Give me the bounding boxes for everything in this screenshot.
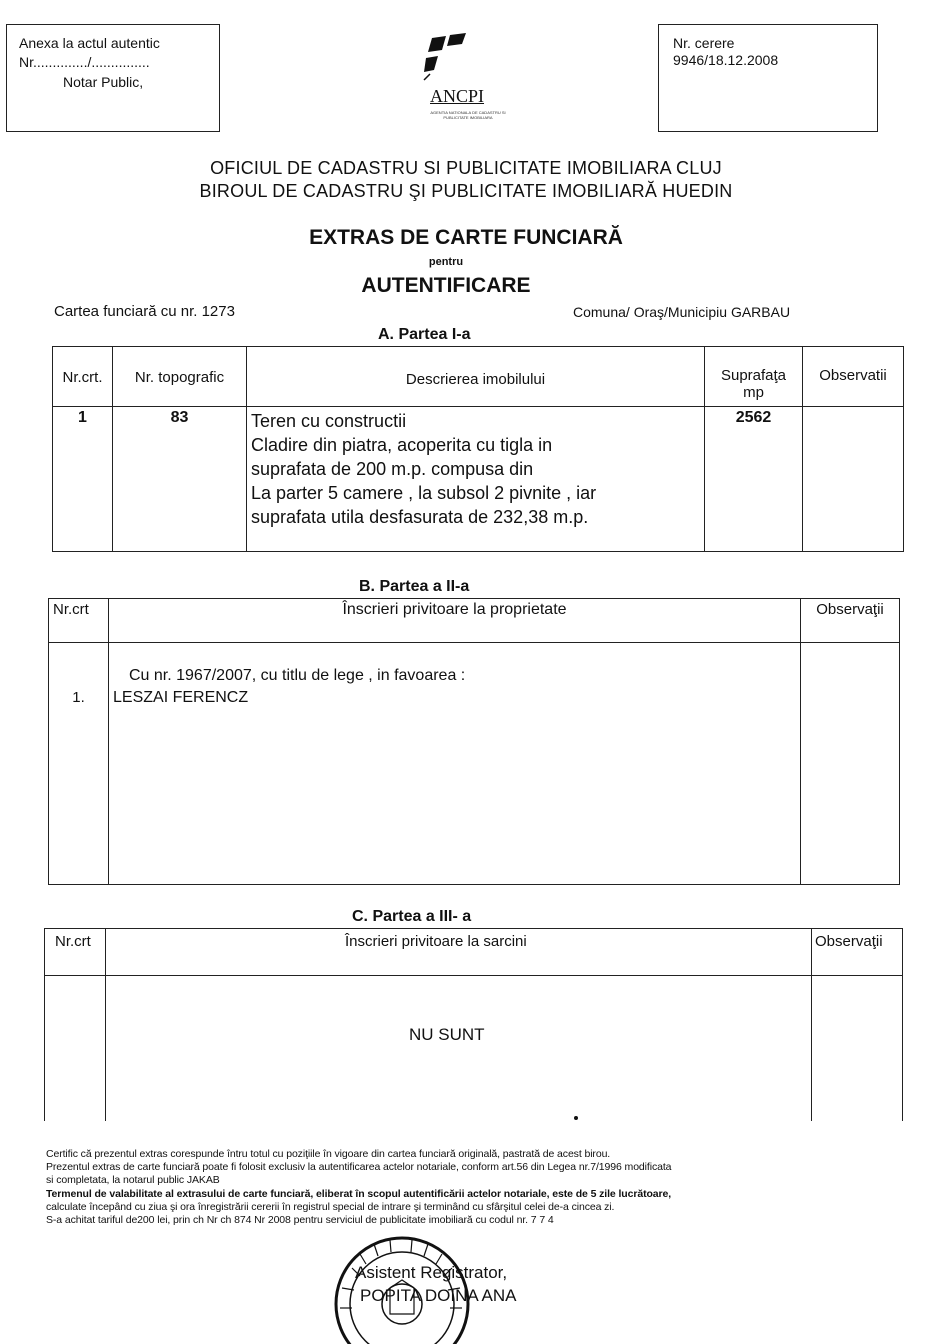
footer-line-6: S-a achitat tariful de200 lei, prin ch Nr ch 874 Nr 2008 pentru serviciul de publicitate imobiliară cu codul nr. 7 7 4 — [46, 1214, 554, 1227]
partea-2-table — [48, 598, 900, 885]
document-purpose: AUTENTIFICARE — [361, 274, 531, 297]
p2-row-nr: 1. — [49, 643, 109, 885]
partea-3-table — [44, 928, 903, 1121]
p1-row-suprafata: 2562 — [705, 407, 803, 552]
office-line-2: BIROUL DE CADASTRU ŞI PUBLICITATE IMOBILIARĂ HUEDIN — [199, 181, 733, 201]
partea-2-title: B. Partea a II-a — [359, 578, 470, 595]
document-title: EXTRAS DE CARTE FUNCIARĂ — [309, 226, 623, 249]
partea-1-title: A. Partea I-a — [378, 326, 471, 343]
footer-line-4: Termenul de valabilitate al extrasului de carte funciară, eliberat în scopul autentificării actelor notariale, este de 5 zile lucrătoare, — [46, 1187, 672, 1200]
p2-row-line-1: Cu nr. 1967/2007, cu titlu de lege , in favoarea : — [129, 667, 466, 684]
p3-col-divider-2 — [811, 929, 812, 1121]
p1-desc-line-5: suprafata utila desfasurata de 232,38 m.p. — [251, 507, 589, 527]
annex-line-2: Nr............../............... — [19, 54, 150, 70]
p1-header-topo: Nr. topografic — [113, 347, 247, 407]
footer-line-3: si completata, la notarul public JAKAB — [46, 1174, 220, 1187]
ancpi-logo-text: ANCPI — [430, 86, 485, 106]
p2-row-content — [109, 643, 801, 885]
p2-header-nrcrt: Nr.crt — [49, 599, 109, 643]
p1-header-desc: Descrierea imobilului — [247, 347, 705, 407]
p1-row-nr: 1 — [53, 407, 113, 552]
p2-header-inscrieri: Înscrieri privitoare la proprietate — [109, 599, 801, 643]
annex-line-1: Anexa la actul autentic — [19, 35, 160, 51]
p1-header-nrcrt: Nr.crt. — [53, 347, 113, 407]
request-box — [658, 24, 878, 132]
footer-line-5: calculate începând cu ziua şi ora înregistrării cererii în registrul special de intrare şi terminând cu sfârşitul celei de-a cincea zi. — [46, 1200, 615, 1213]
p2-row-obs — [801, 643, 900, 885]
p1-desc-line-2: Cladire din piatra, acoperita cu tigla in — [251, 435, 553, 455]
p3-header-inscrieri: Înscrieri privitoare la sarcini — [345, 933, 527, 950]
annex-box — [6, 24, 220, 132]
partea-1-table — [52, 346, 904, 552]
ancpi-logo-mark — [422, 30, 482, 88]
signature-role: Asistent Registrator, — [355, 1263, 508, 1282]
official-stamp — [330, 1224, 480, 1344]
p3-header-divider — [45, 975, 902, 976]
p1-row-topo: 83 — [113, 407, 247, 552]
p3-content-nu-sunt: NU SUNT — [409, 1025, 485, 1044]
partea-3-title: C. Partea a III- a — [352, 908, 472, 925]
p1-row-obs — [803, 407, 904, 552]
p2-row-line-2: LESZAI FERENCZ — [113, 689, 249, 706]
comuna-label: Comuna/ Oraş/Municipiu GARBAU — [573, 304, 791, 320]
carte-funciara-number: Cartea funciară cu nr. 1273 — [54, 303, 235, 320]
footer-line-1: Certific că prezentul extras corespunde întru totul cu poziţiile în vigoare din cartea funciară originală, pastrată de acest birou. — [46, 1148, 611, 1160]
p1-row-desc — [247, 407, 705, 552]
p2-header-obs: Observaţii — [801, 599, 900, 643]
footer-line-2: Prezentul extras de carte funciară poate fi folosit exclusiv la autentificarea actelor notariale, conform art.56 din Legea nr.7/1996 modificata — [46, 1161, 672, 1174]
p1-header-obs: Observatii — [803, 347, 904, 407]
request-label: Nr. cerere — [673, 35, 735, 51]
annex-line-3: Notar Public, — [63, 74, 144, 90]
stray-dot — [574, 1116, 578, 1120]
p3-col-divider-1 — [105, 929, 106, 1121]
p1-desc-line-1: Teren cu constructii — [251, 411, 407, 431]
office-line-1: OFICIUL DE CADASTRU SI PUBLICITATE IMOBILIARA CLUJ — [210, 158, 722, 178]
p3-header-obs: Observaţii — [815, 933, 883, 950]
footer-certification — [46, 1148, 906, 1227]
document-pentru: pentru — [428, 256, 464, 268]
p3-header-nrcrt: Nr.crt — [55, 933, 91, 950]
p1-desc-line-3: suprafata de 200 m.p. compusa din — [251, 459, 534, 479]
signature-name: POPITA DOINA ANA — [360, 1286, 517, 1305]
p1-desc-line-4: La parter 5 camere , la subsol 2 pivnite , iar — [251, 483, 597, 503]
request-number: 9946/18.12.2008 — [673, 52, 779, 68]
ancpi-logo-tagline: AGENTIA NATIONALA DE CADASTRU SI PUBLICITATE IMOBILIARA — [430, 110, 506, 120]
ancpi-logo — [418, 30, 518, 132]
p1-header-suprafata: Suprafaţa mp — [705, 347, 803, 407]
